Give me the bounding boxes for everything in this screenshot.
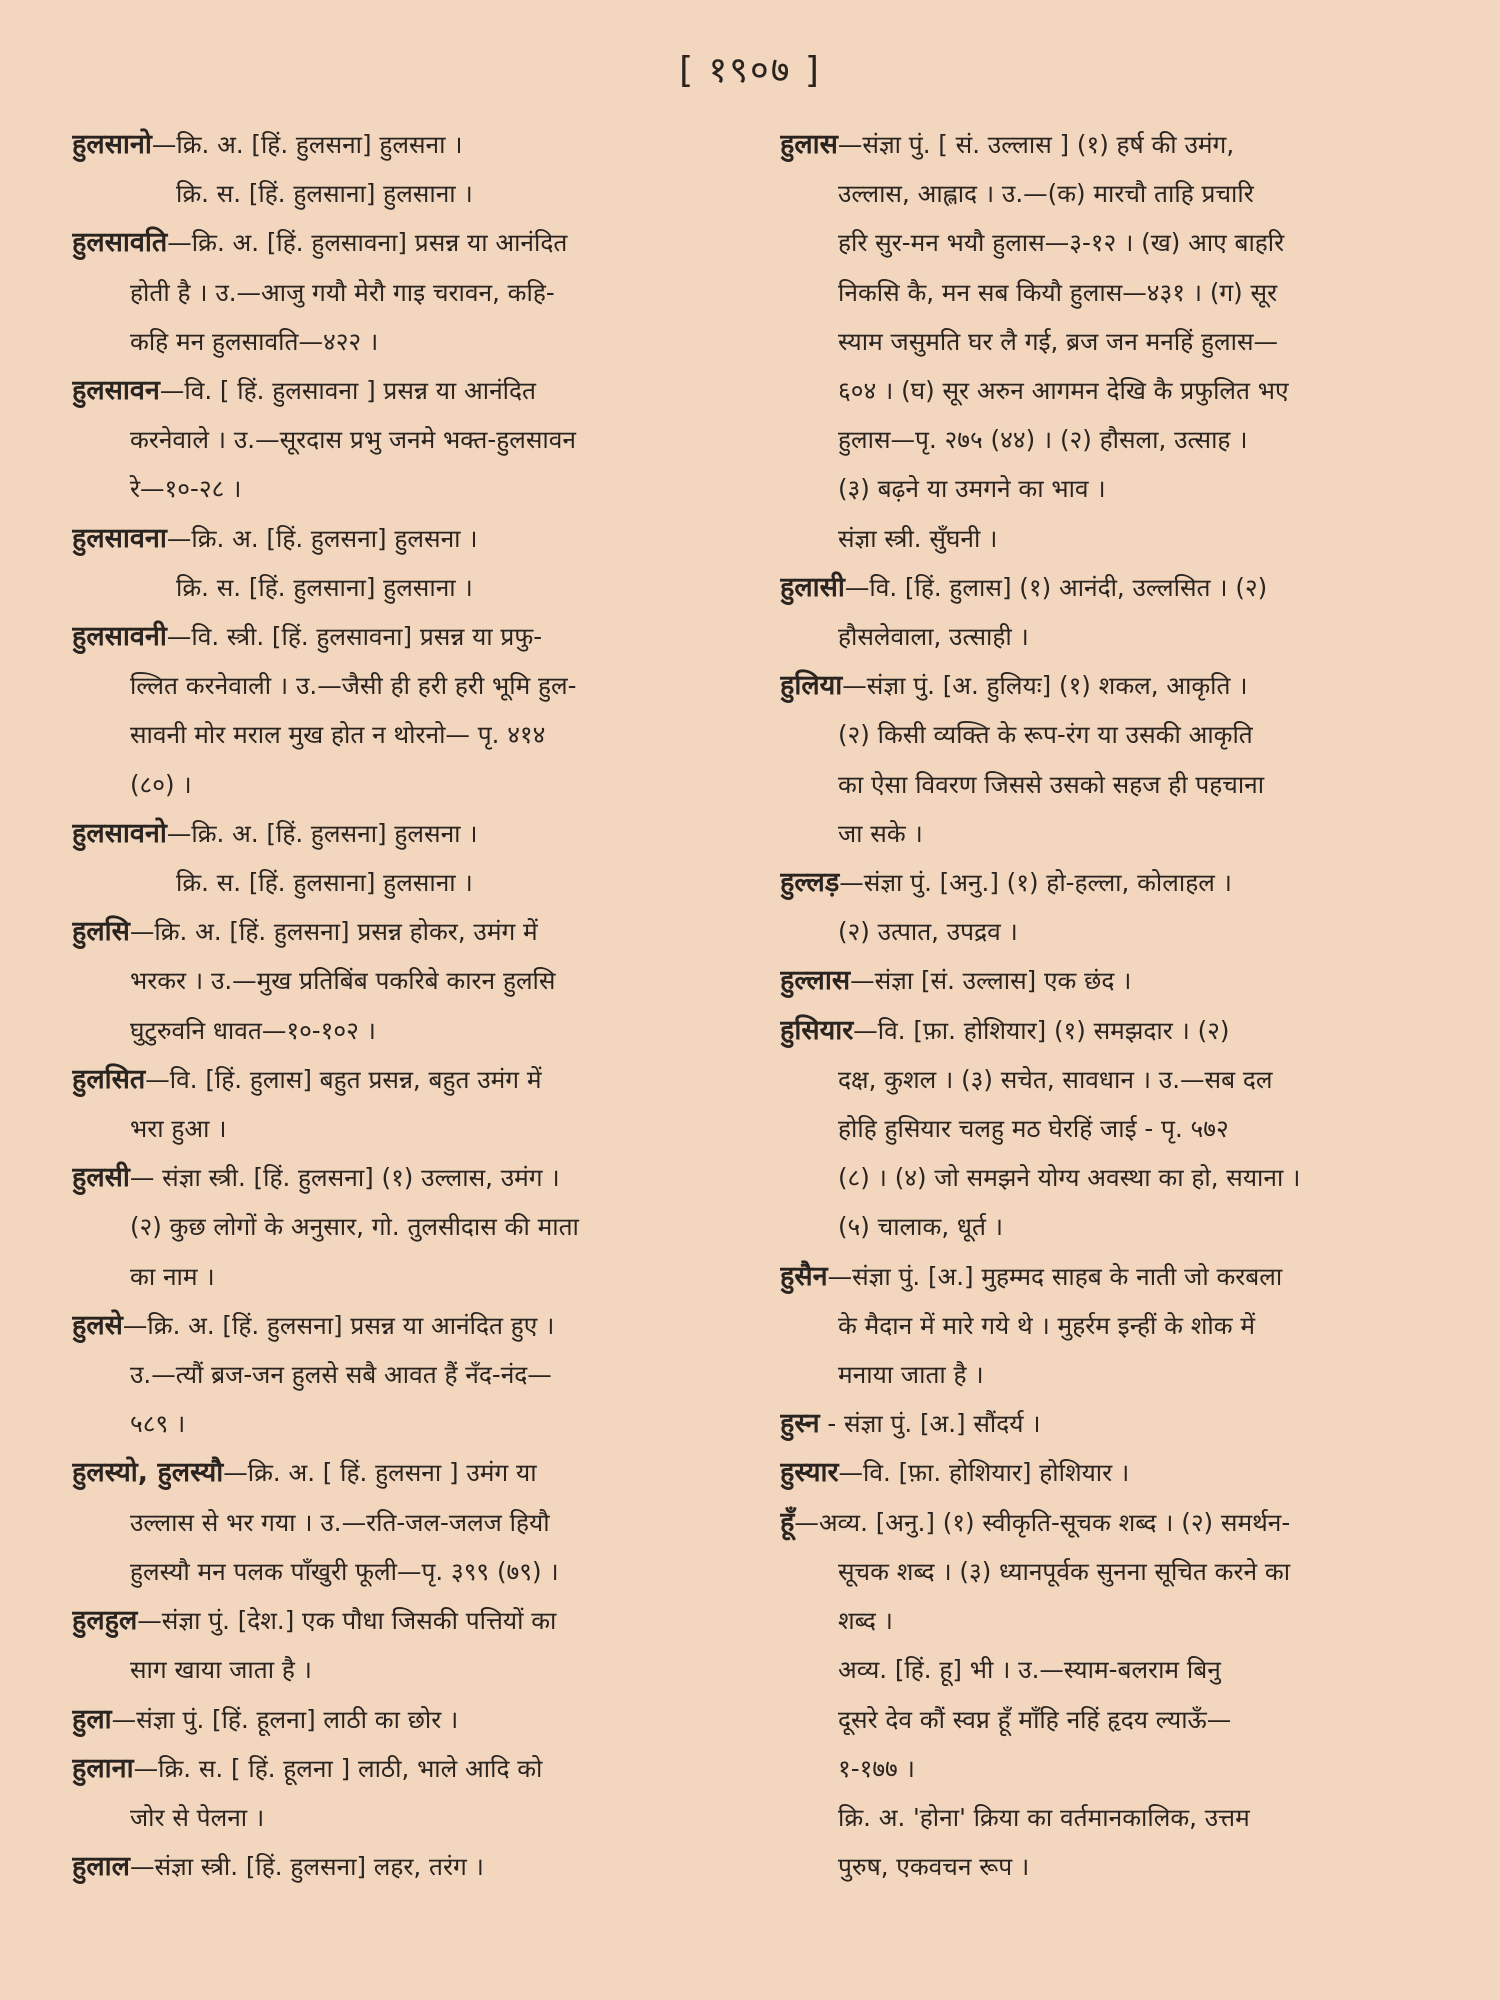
entry-text: साग खाया जाता है । [130,1655,312,1685]
entry-first-line [72,809,744,858]
entry-text: क्रि. स. [हिं. हुलसाना] हुलसाना । [176,868,473,898]
headword: हुलसानो [72,129,152,160]
dictionary-entry [72,1055,744,1153]
entry-line [72,858,744,907]
entry-text: (३) बढ़ने या उमगने का भाव । [838,474,1106,504]
entry-text: —वि. [हिं. हुलास] (१) आनंदी, उल्लसित । (२) [844,572,1268,602]
entry-first-line [72,1842,744,1891]
entry-text: होहि हुसियार चलहु मठ घेरहिं जाई - पृ. ५७२ [838,1114,1229,1144]
entry-text: होती है । उ.—आजु गयौ मेरौ गाइ चरावन, कहि- [130,277,555,307]
entry-first-line [72,1301,744,1350]
entry-first-line [780,1399,1452,1448]
entry-line [780,1104,1452,1153]
entry-text: ल्लित करनेवाली । उ.—जैसी ही हरी हरी भूमि हुल- [130,671,577,701]
dictionary-entry [780,120,1452,563]
entry-text: —संज्ञा पुं. [अ.] मुहम्मद साहब के नाती जो करबला [827,1261,1283,1291]
entry-text: रे—१०-२८ । [130,474,242,504]
entry-line [780,809,1452,858]
entry-line [72,1104,744,1153]
entry-text: का ऐसा विवरण जिससे उसको सहज ही पहचाना [838,769,1265,799]
entry-text: —वि. स्त्री. [हिं. हुलसावना] प्रसन्न या प्रफु- [166,622,543,652]
entry-line [72,268,744,317]
entry-first-line [72,120,744,169]
entry-line [780,464,1452,513]
headword: हुलसावनो [72,817,167,849]
headword: हुलहुल [72,1605,138,1637]
entry-line [780,1153,1452,1202]
dictionary-entry [780,563,1452,661]
headword: हुलास [780,129,838,160]
dictionary-entry [72,809,744,907]
entry-text: पुरुष, एकवचन रूप । [838,1852,1030,1882]
entry-text: —क्रि. अ. [ हिं. हुलसना ] उमंग या [223,1458,537,1488]
entry-line [780,169,1452,218]
entry-text: ६०४ । (घ) सूर अरुन आगमन देखि कै प्रफुलित भए [838,376,1289,406]
entry-line [72,1547,744,1596]
entry-text: —वि. [फ़ा. होशियार] होशियार । [838,1458,1130,1488]
entry-text: ५८९ । [130,1409,186,1439]
entry-line [72,710,744,759]
entry-text: (२) कुछ लोगों के अनुसार, गो. तुलसीदास की माता [130,1212,579,1242]
entry-text: —क्रि. अ. [हिं. हुलसना] हुलसना । [166,523,478,553]
dictionary-entry [72,907,744,1055]
headword: हुलिया [780,670,843,702]
right-column [780,120,1452,1891]
entry-line [72,760,744,809]
entry-line [780,1695,1452,1744]
entry-text: उल्लास, आह्लाद । उ.—(क) मारचौ ताहि प्रचारि [838,179,1254,209]
entry-text: (२) किसी व्यक्ति के रूप-रंग या उसकी आकृति [838,720,1253,750]
entry-text: हौसलेवाला, उत्साही । [838,622,1029,652]
entry-line [780,366,1452,415]
entry-text: —क्रि. अ. [हिं. हुलसना] हुलसना । [151,130,463,159]
headword: हुलसी [72,1162,130,1194]
entry-line [780,268,1452,317]
entry-line [72,464,744,513]
entry-text: (८) । (४) जो समझने योग्य अवस्था का हो, सयाना । [838,1163,1301,1193]
entry-line [780,1596,1452,1645]
entry-line [72,1645,744,1694]
entry-text: १-१७७ । [838,1753,915,1783]
entry-text: करनेवाले । उ.—सूरदास प्रभु जनमे भक्त-हुलसावन [130,425,576,455]
entry-text: हुलस्यौ मन पलक पाँखुरी फूली—पृ. ३९९ (७९) । [130,1556,559,1586]
headword: हुलसे [72,1309,123,1341]
entry-line [72,1202,744,1251]
entry-line [72,661,744,710]
entry-line [72,956,744,1005]
entry-first-line [72,1596,744,1645]
dictionary-entry [72,1596,744,1694]
entry-first-line [72,366,744,415]
entry-line [780,415,1452,464]
entry-text: —संज्ञा [सं. उल्लास] एक छंद । [850,966,1132,996]
entry-first-line [780,563,1452,612]
entry-line [72,1252,744,1301]
dictionary-entry [780,1252,1452,1400]
entry-line [72,563,744,612]
dictionary-entry [780,1448,1452,1497]
entry-line [780,1301,1452,1350]
entry-line [780,1350,1452,1399]
entry-line [780,760,1452,809]
entry-first-line [780,1448,1452,1497]
entry-first-line [72,907,744,956]
dictionary-entry [780,1498,1452,1892]
entry-first-line [780,956,1452,1005]
entry-line [72,1498,744,1547]
dictionary-entry [72,1744,744,1842]
entry-text: —अव्य. [अनु.] (१) स्वीकृति-सूचक शब्द । (२) समर्थन- [794,1507,1291,1537]
entry-first-line [780,858,1452,907]
entry-text: निकसि कै, मन सब कियौ हुलास—४३१ । (ग) सूर [838,277,1278,307]
entry-text: के मैदान में मारे गये थे । मुहर्रम इन्हीं के शोक में [838,1310,1256,1340]
entry-line [72,317,744,366]
entry-line [72,415,744,464]
headword: हुलसावन [72,375,160,407]
headword: हुलाना [72,1752,134,1784]
dictionary-entry [72,1448,744,1596]
entry-text: (८०) । [130,769,192,799]
entry-text: - संज्ञा पुं. [अ.] सौंदर्य । [819,1409,1041,1439]
entry-text: कहि मन हुलसावति—४२२ । [130,326,379,356]
headword: हूँ [780,1506,795,1538]
entry-line [780,1547,1452,1596]
headword: हुस्न [780,1408,820,1440]
dictionary-entry [72,1301,744,1449]
entry-line [780,218,1452,267]
entry-line [72,1793,744,1842]
dictionary-entry [780,661,1452,858]
headword: हुल्लड़ [780,867,840,899]
headword: हुलासी [780,571,845,603]
headword: हुसैन [780,1260,828,1292]
headword: हुला [72,1703,112,1735]
headword: हुलाल [72,1851,130,1883]
entry-text: —वि. [ हिं. हुलसावना ] प्रसन्न या आनंदित [159,376,536,406]
headword: हुलसावति [72,227,168,259]
entry-line [780,1055,1452,1104]
entry-text: उ.—त्यौं ब्रज-जन हुलसे सबै आवत हैं नँद-नंद— [130,1360,552,1390]
entry-text: भरा हुआ । [130,1114,227,1144]
entry-first-line [72,1744,744,1793]
headword: हुल्लास [780,965,851,997]
entry-first-line [780,1006,1452,1055]
entry-text: —क्रि. स. [ हिं. हूलना ] लाठी, भाले आदि को [133,1753,543,1783]
entry-line [780,710,1452,759]
entry-text: क्रि. स. [हिं. हुलसाना] हुलसाना । [176,179,473,209]
entry-text: —क्रि. अ. [हिं. हुलसना] प्रसन्न होकर, उमंग में [129,917,538,947]
entry-text: हुलास—पृ. २७५ (४४) । (२) हौसला, उत्साह । [838,425,1248,455]
entry-first-line [72,1695,744,1744]
entry-text: —वि. [हिं. हुलास] बहुत प्रसन्न, बहुत उमंग में [145,1064,542,1094]
entry-text: सावनी मोर मराल मुख होत न थोरनो— पृ. ४१४ [130,720,546,750]
entry-text: —संज्ञा पुं. [अनु.] (१) हो-हल्ला, कोलाहल । [839,868,1232,898]
entry-text: (२) उत्पात, उपद्रव । [838,917,1018,947]
dictionary-entry [72,218,744,366]
entry-line [780,1842,1452,1891]
entry-text: स्याम जसुमति घर लै गई, ब्रज जन मनहिं हुलास— [838,326,1279,356]
entry-line [780,1645,1452,1694]
entry-text: संज्ञा स्त्री. सुँघनी । [838,523,998,553]
entry-line [72,1006,744,1055]
entry-line [780,907,1452,956]
entry-line [780,1202,1452,1251]
entry-text: —क्रि. अ. [हिं. हुलसावना] प्रसन्न या आनंदित [167,228,568,258]
entry-line [780,514,1452,563]
entry-text: मनाया जाता है । [838,1360,984,1390]
entry-text: —क्रि. अ. [हिं. हुलसना] हुलसना । [166,818,478,848]
entry-first-line [780,1252,1452,1301]
left-column [72,120,744,1891]
dictionary-entry [72,514,744,612]
entry-first-line [780,120,1452,169]
entry-text: क्रि. अ. 'होना' क्रिया का वर्तमानकालिक, उत्तम [838,1802,1250,1832]
entry-text: —संज्ञा पुं. [देश.] एक पौधा जिसकी पत्तियों का [137,1606,557,1636]
entry-text: का नाम । [130,1261,215,1291]
entry-line [780,612,1452,661]
entry-text: — संज्ञा स्त्री. [हिं. हुलसना] (१) उल्लास, उमंग । [129,1163,560,1193]
entry-text: जा सके । [838,818,923,848]
dictionary-entry [72,612,744,809]
entry-first-line [72,1055,744,1104]
entry-first-line [72,1448,744,1497]
entry-first-line [72,218,744,267]
entry-text: घुटुरुवनि धावत—१०-१०२ । [130,1015,376,1045]
headword: हुलसावना [72,522,167,554]
entry-text: शब्द । [838,1606,893,1636]
dictionary-entry [72,1842,744,1891]
entry-text: दक्ष, कुशल । (३) सचेत, सावधान । उ.—सब दल [838,1064,1273,1094]
entry-text: —क्रि. अ. [हिं. हुलसना] प्रसन्न या आनंदित हुए । [122,1310,555,1340]
entry-text: दूसरे देव कौं स्वप्न हूँ माँहि नहिं हृदय ल्याऊँ— [838,1704,1232,1734]
entry-text: —संज्ञा पुं. [हिं. हूलना] लाठी का छोर । [111,1704,459,1734]
headword: हुस्यार [780,1457,839,1489]
entry-line [72,1350,744,1399]
headword: हुसियार [780,1014,854,1046]
dictionary-entry [72,366,744,514]
dictionary-entry [72,1153,744,1301]
entry-text: भरकर । उ.—मुख प्रतिबिंब पकरिबे कारन हुलसि [130,966,556,996]
page-number: [ १९०७ ] [679,50,821,91]
entry-first-line [72,1153,744,1202]
entry-text: —वि. [फ़ा. होशियार] (१) समझदार । (२) [853,1015,1230,1045]
entry-text: जोर से पेलना । [130,1802,265,1832]
headword: हुलसि [72,916,130,948]
entry-text: —संज्ञा स्त्री. [हिं. हुलसना] लहर, तरंग । [129,1852,484,1882]
entry-text: —संज्ञा पुं. [अ. हुलियः] (१) शकल, आकृति । [842,671,1248,701]
dictionary-entry [72,1695,744,1744]
dictionary-entry [780,1006,1452,1252]
entry-first-line [72,612,744,661]
entry-first-line [780,661,1452,710]
entry-line [780,1793,1452,1842]
entry-first-line [72,514,744,563]
entry-text: —संज्ञा पुं. [ सं. उल्लास ] (१) हर्ष की उमंग, [837,130,1235,159]
entry-first-line [780,1498,1452,1547]
dictionary-entry [780,1399,1452,1448]
entry-text: (५) चालाक, धूर्त । [838,1212,1004,1242]
entry-line [72,169,744,218]
dictionary-entry [72,120,744,218]
headword: हुलसावनी [72,621,167,653]
entry-text: सूचक शब्द । (३) ध्यानपूर्वक सुनना सूचित करने का [838,1556,1291,1586]
entry-text: हरि सुर-मन भयौ हुलास—३-१२ । (ख) आए बाहरि [838,228,1285,258]
entry-text: उल्लास से भर गया । उ.—रति-जल-जलज हियौ [130,1507,550,1537]
entry-text: अव्य. [हिं. हू] भी । उ.—स्याम-बलराम बिनु [838,1655,1221,1685]
headword: हुलसित [72,1063,146,1095]
dictionary-entry [780,956,1452,1005]
entry-text: क्रि. स. [हिं. हुलसाना] हुलसाना । [176,572,473,602]
dictionary-entry [780,858,1452,956]
entry-line [72,1399,744,1448]
entry-line [780,1744,1452,1793]
entry-line [780,317,1452,366]
headword: हुलस्यो, हुलस्यौ [72,1457,224,1489]
